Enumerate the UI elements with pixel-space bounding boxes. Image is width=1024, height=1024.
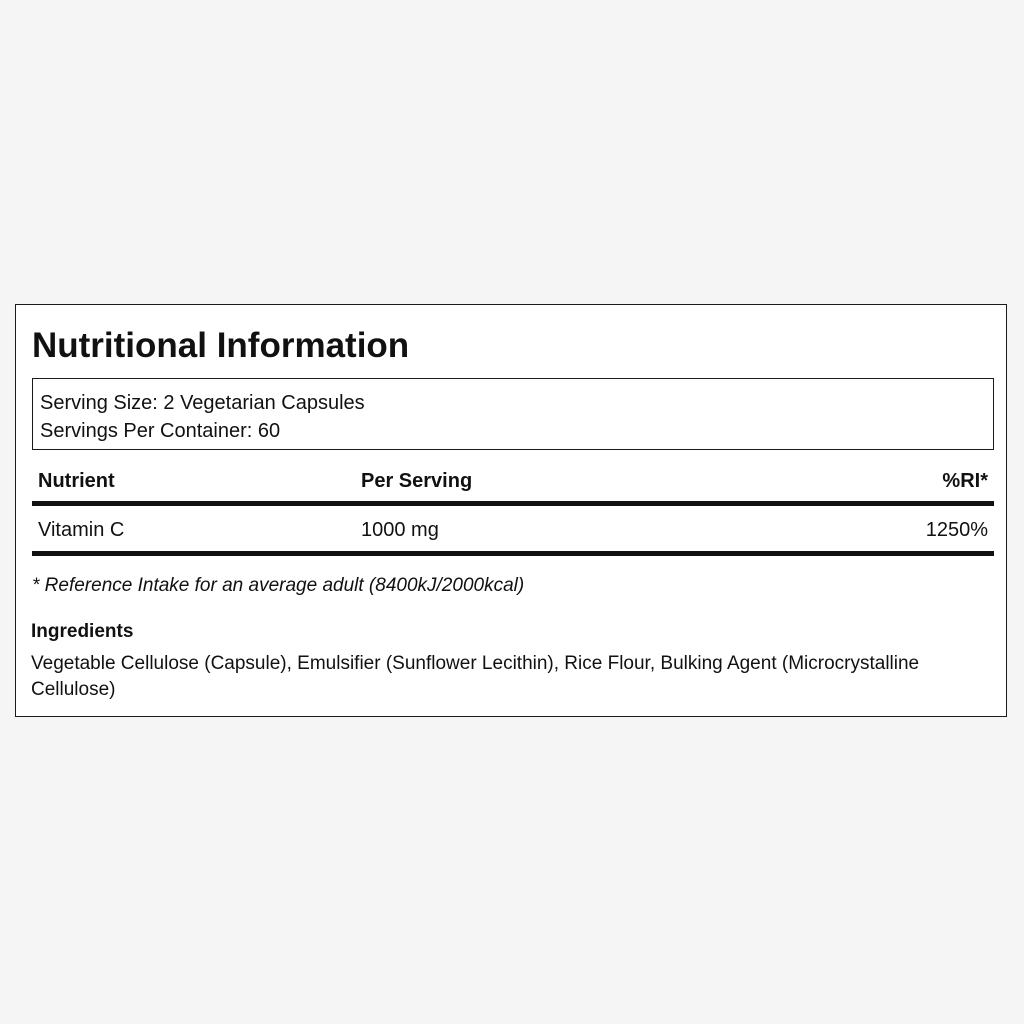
page-title: Nutritional Information xyxy=(32,326,410,365)
ingredients-list: Vegetable Cellulose (Capsule), Emulsifier (Sunflower Lecithin), Rice Flour, Bulking Agent (Microcrystalline Cellulose) xyxy=(31,653,920,700)
servings-per-container-text: Servings Per Container: 60 xyxy=(40,420,281,442)
table-row xyxy=(32,506,994,556)
per-serving-cell: 1000 mg xyxy=(361,519,439,541)
column-header-nutrient: Nutrient xyxy=(38,470,115,492)
nutrition-label-panel xyxy=(15,304,1007,717)
table-header-row xyxy=(32,465,994,506)
column-header-ri: %RI* xyxy=(942,470,988,492)
serving-info-box xyxy=(32,378,994,450)
nutrient-name-cell: Vitamin C xyxy=(38,519,125,541)
ri-cell: 1250% xyxy=(925,519,988,541)
reference-intake-footnote: * Reference Intake for an average adult (8400kJ/2000kcal) xyxy=(32,575,525,596)
ingredients-heading: Ingredients xyxy=(31,621,134,642)
nutrient-table xyxy=(32,465,994,556)
serving-size-text: Serving Size: 2 Vegetarian Capsules xyxy=(40,392,365,414)
column-header-per-serving: Per Serving xyxy=(361,470,473,492)
